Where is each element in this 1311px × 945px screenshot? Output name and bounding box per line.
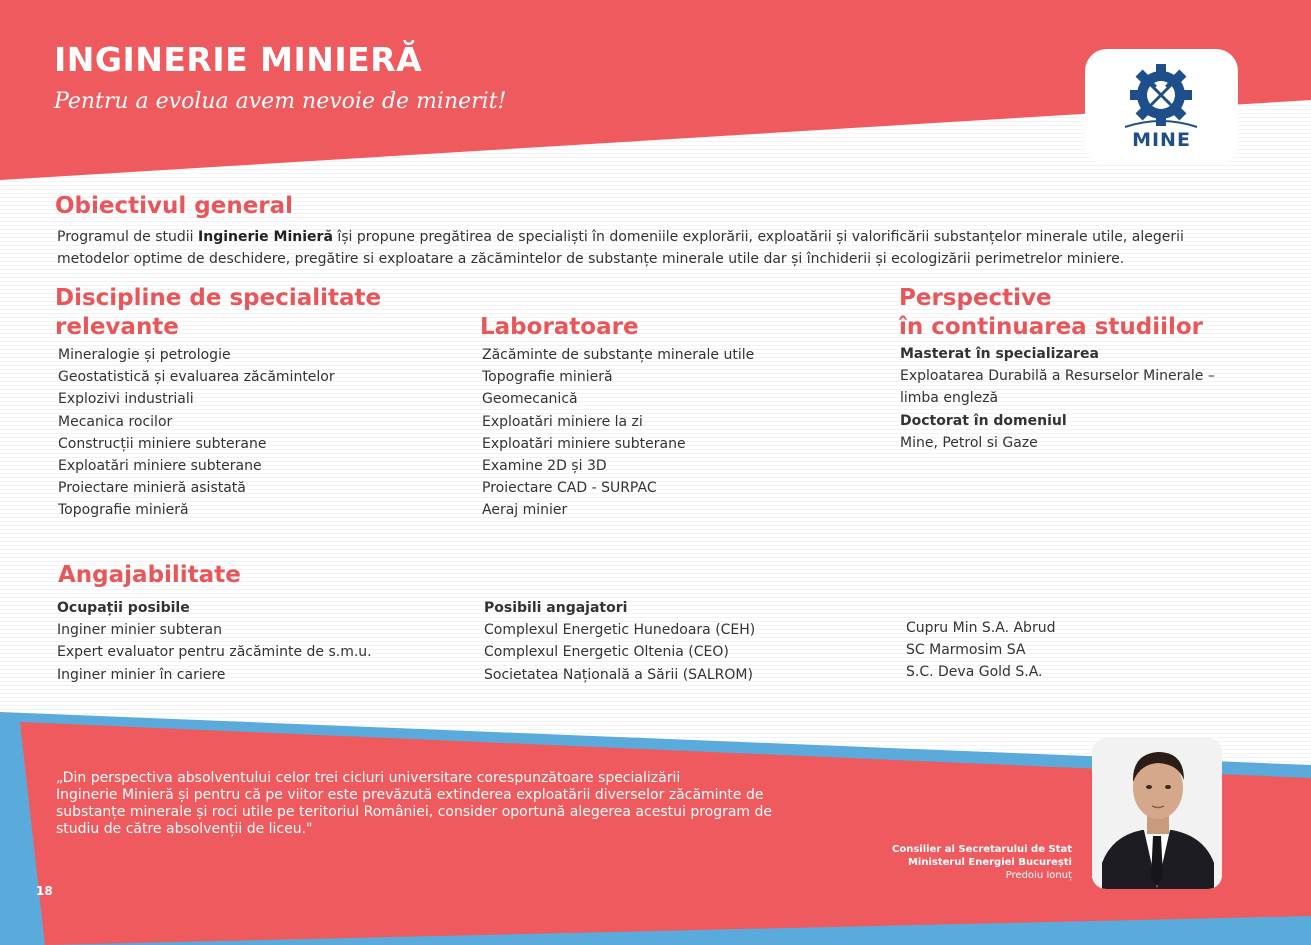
occupations-list — [57, 597, 457, 686]
employers-label: Posibili angajatori — [484, 600, 628, 616]
disciplines-heading-line2: relevante — [55, 314, 179, 340]
doctorate-label: Doctorat în domeniul — [900, 412, 1067, 429]
list-item: S.C. Deva Gold S.A. — [906, 664, 1043, 681]
list-item: Topografie minieră — [58, 502, 189, 519]
disciplines-heading-line1: Discipline de specialitate — [55, 285, 382, 311]
quote-line: substanțe minerale și roci utile pe teritoriul României, consider oportună alegerea acestui program de — [56, 804, 773, 820]
employers-more-list — [906, 617, 1206, 684]
list-item: Exploatări miniere subterane — [58, 458, 262, 475]
footer-coral-right — [1240, 786, 1311, 915]
disciplines-section — [55, 284, 381, 342]
quote-line: studiu de către absolvenții de liceu." — [56, 821, 313, 837]
list-item: SC Marmosim SA — [906, 642, 1026, 659]
list-item: Zăcăminte de substanțe minerale utile — [482, 347, 755, 363]
quote-line: „Din perspectiva absolventului celor trei cicluri universitare corespunzătoare specializării — [56, 770, 681, 786]
list-item: Proiectare minieră asistată — [58, 480, 246, 497]
mine-logo — [1085, 49, 1238, 164]
list-item: Mecanica rocilor — [58, 413, 173, 430]
list-item: Complexul Energetic Hunedoara (CEH) — [484, 622, 756, 639]
portrait-image — [1092, 738, 1222, 889]
testimonial-signature — [860, 843, 1072, 882]
master-label: Masterat în specializarea — [900, 346, 1099, 362]
logo-label: MINE — [1132, 129, 1191, 151]
labs-heading: Laboratoare — [480, 314, 639, 340]
list-item: Societatea Națională a Sării (SALROM) — [484, 666, 753, 683]
employability-heading: Angajabilitate — [58, 562, 241, 588]
list-item: Examine 2D și 3D — [482, 458, 607, 475]
person-name: Predoiu Ionuț — [1005, 870, 1072, 881]
objective-text-pre: Programul de studii — [57, 229, 199, 245]
doctorate-value: Mine, Petrol si Gaze — [900, 434, 1038, 451]
list-item: Geostatistică și evaluarea zăcămintelor — [58, 369, 335, 386]
list-item: Explozivi industriali — [58, 391, 194, 408]
list-item: Construcții miniere subterane — [58, 435, 267, 452]
list-item: Exploatări miniere subterane — [482, 435, 686, 452]
labs-section — [480, 313, 639, 342]
page-title: INGINERIE MINIERĂ — [54, 40, 423, 79]
list-item: Proiectare CAD - SURPAC — [482, 480, 657, 497]
list-item: Expert evaluator pentru zăcăminte de s.m.u. — [57, 644, 372, 661]
list-item: Complexul Energetic Oltenia (CEO) — [484, 644, 729, 661]
perspectives-heading-line2: în continuarea studiilor — [899, 314, 1204, 340]
list-item: Cupru Min S.A. Abrud — [906, 620, 1056, 636]
objective-text-bold: Inginerie Minieră — [198, 229, 333, 245]
disciplines-list — [58, 344, 458, 522]
perspectives-list — [900, 343, 1260, 454]
person-photo — [1092, 738, 1222, 889]
list-item: Aeraj minier — [482, 502, 568, 519]
list-item: Mineralogie și petrologie — [58, 347, 231, 363]
perspectives-section — [899, 284, 1203, 342]
list-item: Geomecanică — [482, 391, 578, 408]
objective-text-post: își propune pregătirea de specialiști în domeniile explorării, exploatării și valorificării substanțelor minerale utile, alegerii metodelor optime de deschidere, pregătire si exploatare a zăcămintelor de substanțe minerale utile dar și închiderii și ecologizării perimetrelor miniere. — [57, 229, 1184, 267]
objective-text — [57, 226, 1232, 270]
master-value-line1: Exploatarea Durabilă a Resurselor Minerale – — [900, 368, 1215, 385]
page-number: 18 — [36, 884, 53, 898]
list-item: Topografie minieră — [482, 369, 613, 386]
master-value-line2: limba engleză — [900, 390, 999, 407]
objective-heading: Obiectivul general — [55, 193, 294, 219]
perspectives-heading-line1: Perspective — [899, 285, 1052, 311]
list-item: Exploatări miniere la zi — [482, 413, 643, 430]
employability-section — [58, 561, 241, 590]
quote-line: Inginerie Minieră și pentru că pe viitor este prevăzută extinderea exploatării diverselor zăcăminte de — [56, 787, 764, 803]
occupations-label: Ocupații posibile — [57, 600, 190, 616]
list-item: Inginer minier subteran — [57, 622, 222, 639]
list-item: Inginer minier în cariere — [57, 666, 226, 683]
page-subtitle: Pentru a evolua avem nevoie de minerit! — [54, 89, 507, 114]
objective-section — [55, 192, 293, 221]
role-line1: Consilier al Secretarului de Stat — [891, 844, 1072, 855]
labs-list — [482, 344, 882, 522]
testimonial-quote — [56, 770, 826, 838]
employers-list — [484, 597, 884, 686]
role-line2: Ministerul Energiei București — [907, 857, 1072, 868]
